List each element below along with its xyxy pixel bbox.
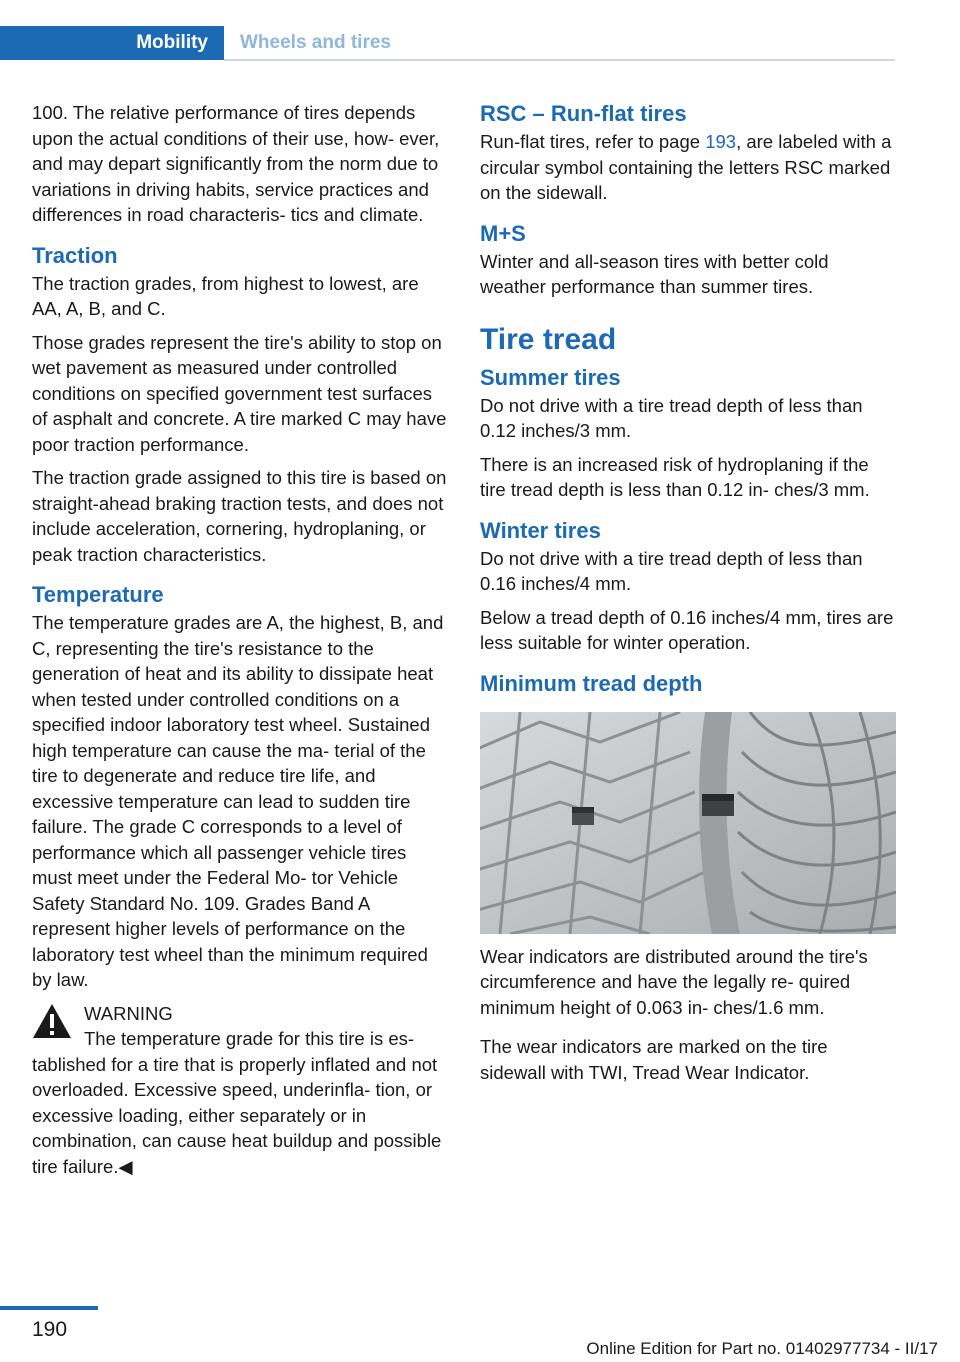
right-column [480,100,896,1093]
tab-mobility[interactable]: Mobility [0,26,224,60]
page-link-193[interactable]: 193 [705,131,737,152]
page-number: 190 [32,1318,68,1341]
temperature-heading: Temperature [32,582,164,607]
traction-paragraph-3: The traction grade assigned to this tire is based on straight-ahead braking traction tests, and does not include acceleration, cornering, hydroplaning, or peak traction characteristics. [32,467,447,565]
ms-heading: M+S [480,220,526,246]
edition-text: Online Edition for Part no. 01402977734 - II/17 [586,1339,938,1358]
rsc-paragraph [480,129,896,206]
winter-paragraph-1: Do not drive with a tire tread depth of less than 0.16 inches/4 mm. [480,547,863,594]
rsc-text-post: , are labeled with a circular symbol containing the letters RSC marked on the sidewall. [480,131,892,203]
header-divider [224,59,895,61]
intro-paragraph: 100. The relative performance of tires depends upon the actual conditions of their use, how- ever, and may depart significantly from the norm due to variations in driving habits, service practices and differences in road characteris- tics and climate. [32,102,440,225]
traction-paragraph-1: The traction grades, from highest to lowest, are AA, A, B, and C. [32,272,419,319]
warning-text: The temperature grade for this tire is es- tablished for a tire that is properly inflated and not overloaded. Excessive speed, underinfla- tion, or excessive loading, either separately or in combination, can cause heat buildup and possible tire failure.◀ [32,1028,442,1177]
winter-tires-heading: Winter tires [480,517,601,543]
summer-paragraph-2: There is an increased risk of hydroplaning if the tire tread depth is less than 0.12 in- ches/3 mm. [480,453,870,500]
temperature-paragraph: The temperature grades are A, the highest, B, and C, representing the tire's resistance to the generation of heat and its ability to dissipate heat when tested under controlled conditions on a specified indoor laboratory test wheel. Sustained high temperature can cause the ma- terial of the tire to degenerate and reduce tire life, and excessive temperature can lead to sudden tire failure. The grade C corresponds to a level of performance which all passenger vehicle tires must meet under the Federal Mo- tor Vehicle Safety Standard No. 109. Grades Band A represent higher levels of performance on the laboratory test wheel than the minimum required by law. [32,612,444,990]
warning-label: WARNING [84,1002,173,1024]
footer-rule [0,1306,98,1310]
rsc-text-pre: Run-flat tires, refer to page [480,131,706,152]
left-column [32,100,450,1179]
rsc-heading: RSC – Run-flat tires [480,101,687,126]
warning-block [32,1001,450,1180]
winter-paragraph-2: Below a tread depth of 0.16 inches/4 mm, tires are less suitable for winter operation. [480,606,894,653]
minimum-tread-depth-heading: Minimum tread depth [480,670,703,696]
minimum-paragraph-2: The wear indicators are marked on the tire sidewall with TWI, Tread Wear Indicator. [480,1036,828,1083]
traction-paragraph-2: Those grades represent the tire's ability to stop on wet pavement as measured under controlled conditions on specified government test surfaces of asphalt and concrete. A tire marked C may have poor traction performance. [32,331,447,455]
summer-tires-heading: Summer tires [480,364,621,390]
tire-tread-heading: Tire tread [480,322,617,356]
tread-wear-indicator-image [480,712,896,934]
summer-paragraph-1: Do not drive with a tire tread depth of less than 0.12 inches/3 mm. [480,394,863,441]
traction-heading: Traction [32,242,118,268]
ms-paragraph: Winter and all-season tires with better cold weather performance than summer tires. [480,250,829,297]
warning-triangle-icon [32,1003,72,1039]
minimum-paragraph-1: Wear indicators are distributed around the tire's circumference and have the legally re- quired minimum height of 0.063 in- ches/1.6 mm. [480,945,868,1018]
tab-wheels-and-tires[interactable]: Wheels and tires [240,32,391,53]
page-header [0,0,895,62]
